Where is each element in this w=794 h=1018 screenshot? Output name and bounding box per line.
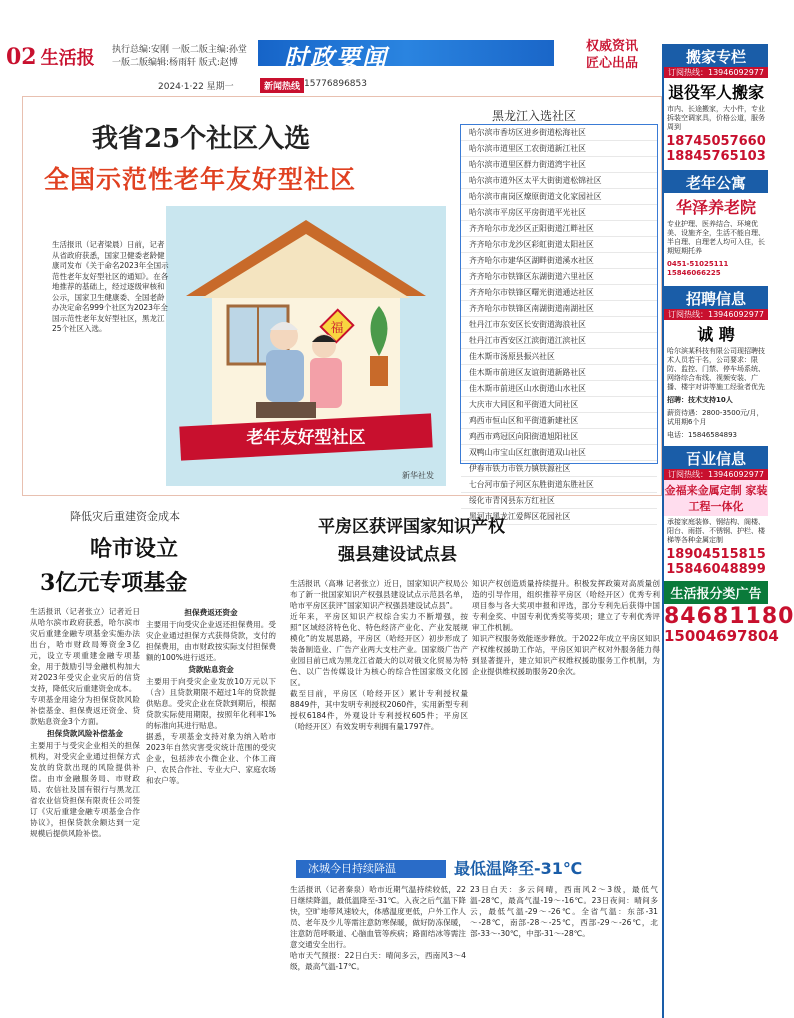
ad-classified-title: 生活报分类广告 [664, 581, 768, 604]
weather-para: 生活报讯（记者秦泉）哈市近期气温持续较低，22日继续降温，最低温降至-31℃。入夜之后气温下降快，空旷地带风速较大，体感温度更低，户外工作人员、老年及少儿等需注意防寒保暖，做好防冻保暖，注意防范呼吸道、心脑血管等疾病；路面结冰等需注意交通安全出行。 [290, 885, 466, 949]
ad-misc-header: 百业信息 [664, 446, 768, 469]
classified-ads-column [662, 44, 794, 1018]
illustration-credit: 新华社发 [402, 471, 434, 480]
story3-para: 近年来，平房区知识产权综合实力不断增强，按照“区域经济特色化、特色经济产业化、产业发展规模化”的发展思路，平房区（哈经开区）初步形成了装备制造业、广告产业两大支柱产业。国家级广告产业园目前已成为黑龙江省最大的以对俄文化贸易为特色、以广告传媒设计为核心的综合性国家级文化园区。 [290, 612, 468, 687]
community-list-item: 佳木斯市前进区山水街道山水社区 [461, 381, 657, 397]
hotline-label: 新闻热线 [260, 78, 304, 93]
community-list-item: 佳木斯市汤原县振兴社区 [461, 349, 657, 365]
column-title-banner [258, 40, 554, 72]
ad-jobs-title: 诚 聘 [697, 325, 735, 344]
story2-subhead: 贷款贴息资金 [188, 665, 234, 674]
ad-metal-title: 金福来金属定制 家装工程一体化 [664, 480, 768, 516]
top-story-title: 我省25个社区入选 [92, 124, 311, 154]
ad-jobs-pay: 薪资待遇：2800-3500元/月，试用期6个月 [667, 409, 764, 426]
page-header [0, 0, 768, 110]
community-list-item: 七台河市茄子河区东胜街道东胜社区 [461, 477, 657, 493]
column-title: 时政要闻 [284, 43, 388, 72]
community-list-item: 齐齐哈尔市铁锋区东湖街道六里社区 [461, 269, 657, 285]
community-list-item: 双鸭山市宝山区红旗街道双山社区 [461, 445, 657, 461]
ad-classified-phone-2: 15004697804 [664, 627, 779, 645]
community-list-item: 鸡西市鸡冠区向阳街道旭阳社区 [461, 429, 657, 445]
weather-banner: 冰城今日持续降温 [296, 860, 446, 878]
community-list-item: 黑河市黑龙江爱辉区花园社区 [461, 509, 657, 525]
slogan [586, 38, 638, 72]
story2-para: 专项基金用途分为担保贷款风险补偿基金、担保费返还资金、贷款贴息资金3个方面。 [30, 695, 140, 726]
top-story-intro: 生活报讯（记者梁晨）日前，记者从省政府获悉，国家卫健委老龄健康司发布《关于命名2023年全国示范性老年友好型社区的通知》。在各地推荐的基础上，经过逐级审核和公示，国家卫生健康委、全国老龄办决定命名999个社区为2023年全国示范性老年友好型社区，黑龙江25个社区入选。 [52, 240, 169, 333]
slogan-line-1: 权威资讯 [586, 39, 639, 54]
community-list-item: 绥化市青冈县东方红社区 [461, 493, 657, 509]
ad-jobs-position: 招聘：技术支持10人 [667, 396, 733, 404]
ad-classified-phone-1: 84681180 [664, 604, 794, 629]
community-list-item: 哈尔滨市香坊区进乡街道松海社区 [461, 125, 657, 141]
story2-para: 主要用于向受灾企业发放10万元以下（含）且贷款期限不超过1年的贷款提供贴息。受灾企业在贷款到期后，根据贷款实际使用期限，按照年化利率1%的标准向其进行贴息。 [146, 677, 276, 730]
story2-para: 主要用于向受灾企业返还担保费用。受灾企业通过担保方式获得贷款，支付的担保费用，由市财政按实际支付担保费额的100%进行返还。 [146, 620, 276, 662]
community-list-item: 伊春市铁力市铁力镇铁源社区 [461, 461, 657, 477]
issue-date: 2024·1·22 星期一 [158, 82, 234, 92]
ad-jobs-phone: 电话：15846584893 [667, 431, 737, 439]
community-list-item: 齐齐哈尔市铁锋区南湖街道南湖社区 [461, 301, 657, 317]
weather-para: 23日白天：多云间晴，西南风2～3级，最低气温-28℃，最高气温-19～-16℃。23日夜间：晴间多云，最低气温-29～-26℃。全省气温：东部-31～-28℃，南部-28～-25℃，西部-29～-26℃，北部-33～-30℃，中部-31～-28℃。 [470, 885, 658, 938]
story3-title-line-2: 强县建设试点县 [338, 545, 457, 565]
community-list [460, 124, 658, 521]
ad-moving-subscribe: 订阅热线：13946092977 [664, 67, 768, 78]
page-number: 02 生活报 [6, 44, 95, 70]
weather-title: 最低温降至-31℃ [454, 859, 583, 878]
weather-para: 哈市天气预报：22日白天：晴间多云，西南风3～4级，最高气温-17℃。 [290, 951, 466, 971]
story3-column-2 [472, 578, 660, 677]
illustration-banner: 老年友好型社区 [246, 428, 366, 448]
editor-credits [112, 44, 247, 70]
story3-para: 知识产权创造质量持续提升。积极发挥政策对高质量创造的引导作用，组织推荐平房区（哈经开区）优秀专利项目参与各大奖项申报和评选，部分专利先后获得中国专利金奖、中国专利优秀奖等奖项；建立了专利优秀评审工作机制。 [472, 579, 660, 632]
ad-moving-phone-1: 18745057660 [666, 134, 766, 149]
community-list-item: 哈尔滨市道外区太平大街街道松锦社区 [461, 173, 657, 189]
ad-moving-header: 搬家专栏 [664, 44, 768, 67]
story3-column-1 [290, 578, 468, 732]
ad-elderly-phone: 0451-51025111 15846066225 [667, 260, 729, 277]
ad-elderly-header: 老年公寓 [664, 170, 768, 193]
story3-para: 生活报讯（高琳 记者张立）近日，国家知识产权局公布了新一批国家知识产权强县建设试点示范县名单，哈市平房区获评“国家知识产权强县建设试点县”。 [290, 579, 468, 610]
story2-column-2 [146, 606, 276, 786]
story3-para: 截至目前，平房区（哈经开区）累计专利授权量8849件，其中发明专利授权2060件，实用新型专利授权6184件，外观设计专利授权605件；平房区（哈经开区）有效发明专利拥有量1797件。 [290, 689, 468, 731]
community-list-item: 哈尔滨市平房区平房街道平光社区 [461, 205, 657, 221]
paper-name: 生活报 [40, 48, 95, 69]
slogan-line-2: 匠心出品 [586, 56, 639, 71]
ad-misc-subscribe: 订阅热线：13946092977 [664, 469, 768, 480]
ad-jobs-subscribe: 订阅热线：13946092977 [664, 309, 768, 320]
hotline-number: 15776896853 [304, 79, 367, 89]
community-list-item: 佳木斯市前进区友谊街道新路社区 [461, 365, 657, 381]
community-list-item: 哈尔滨市道里区群力街道湾宇社区 [461, 157, 657, 173]
community-list-item: 齐齐哈尔市龙沙区彩虹街道太阳社区 [461, 237, 657, 253]
ad-jobs-text: 哈尔滨某科技有限公司现招聘技术人员若干名，公司要求：限防、监控、门禁、停车场系统、网络综合布线、视频安装、广播、楼宇对讲等施工经验者优先 [667, 347, 765, 391]
ad-elderly-title: 华泽养老院 [675, 198, 756, 217]
editors-line-2: 一版二版编辑:杨雨轩 版式:赵博 [112, 58, 238, 68]
community-list-item: 齐齐哈尔市建华区湖畔街道溪水社区 [461, 253, 657, 269]
ad-moving-title: 退役军人搬家 [667, 83, 764, 102]
community-list-item: 哈尔滨市道里区工农街道新江社区 [461, 141, 657, 157]
story2-column-1 [30, 606, 140, 839]
community-list-item: 哈尔滨市南岗区燎原街道文化家园社区 [461, 189, 657, 205]
story2-subhead: 担保贷款风险补偿基金 [47, 729, 123, 738]
ad-metal-phone-2: 15846048899 [666, 562, 766, 577]
story2-para: 据悉，专项基金支持对象为纳入哈市2023年自然灾害受灾统计范围的受灾企业，包括涉农小微企业、个体工商户、农民合作社、专业大户、家庭农场和农户等。 [146, 732, 276, 785]
community-list-item: 齐齐哈尔市铁锋区曙光街道通达社区 [461, 285, 657, 301]
story2-title-line-1: 哈市设立 [90, 536, 179, 562]
story2-title-line-2: 3亿元专项基金 [40, 570, 188, 596]
weather-column-2 [470, 884, 658, 939]
story2-kicker: 降低灾后重建资金成本 [70, 510, 180, 523]
community-list-title: 黑龙江入选社区 [492, 109, 577, 123]
ad-jobs-header: 招聘信息 [664, 286, 768, 309]
ad-moving-phone-2: 18845765103 [666, 149, 766, 164]
illustration [166, 206, 446, 486]
community-list-item: 牡丹江市东安区长安街道海浪社区 [461, 317, 657, 333]
story2-lead: 生活报讯（记者张立）记者近日从哈尔滨市政府获悉，哈尔滨市灾后重建金融专项基金实施办法出台，哈市财政局筹资金3亿元，设立专项重建金融专项基金，用于鼓励引导金融机构加大对2023年受灾企业灾后的信贷支持，降低灾后重建资金成本。 [30, 607, 140, 693]
ad-metal-text: 承接家庭装修、钢结构、阁楼、阳台、雨搭、不锈钢、护栏、楼梯等各种金属定制 [667, 518, 765, 544]
top-story-subtitle: 全国示范性老年友好型社区 [44, 165, 357, 194]
community-list-item: 鸡西市恒山区和平街道新建社区 [461, 413, 657, 429]
editors-line-1: 执行总编:安刚 一版二版主编:孙堂 [112, 45, 247, 55]
story3-para: 知识产权服务效能逐步释放。于2022年成立平房区知识产权维权援助工作站，平房区知识产权对外服务能力得到显著提升，建立知识产权维权援助服务工作机制，为企业提供维权援助服务20余次。 [472, 634, 660, 676]
elderly-care-house-illustration [166, 206, 446, 486]
ad-elderly-text: 专业护理、医养结合、环境优美、设施齐全，生活不能自理、半自理、自理老人均可入住，长期短期托养 [667, 220, 765, 255]
ad-metal-phone-1: 18904515815 [666, 547, 766, 562]
weather-column-1 [290, 884, 466, 972]
story2-para: 主要用于与受灾企业相关的担保机构，对受灾企业通过担保方式发放的贷款出现的风险提供补偿。由市金融服务局、市财政局、农信社及国有银行与黑龙江省农业信贷担保有限责任公司签订《灾后重建金融专项基金合作协议》，担保贷款余额达到一定规模后提供风险补偿。 [30, 741, 140, 838]
story3-title-line-1: 平房区获评国家知识产权 [318, 517, 505, 537]
community-list-item: 牡丹江市西安区江滨街道江滨社区 [461, 333, 657, 349]
ad-moving-text: 市内、长途搬家，大小件，专业拆装空调家具，价格公道，服务周到 [667, 105, 765, 131]
fu-character: 福 [330, 321, 344, 336]
community-list-item: 齐齐哈尔市龙沙区正阳街道江畔社区 [461, 221, 657, 237]
story2-subhead: 担保费返还资金 [184, 608, 238, 617]
community-list-item: 大庆市大同区和平街道大同社区 [461, 397, 657, 413]
